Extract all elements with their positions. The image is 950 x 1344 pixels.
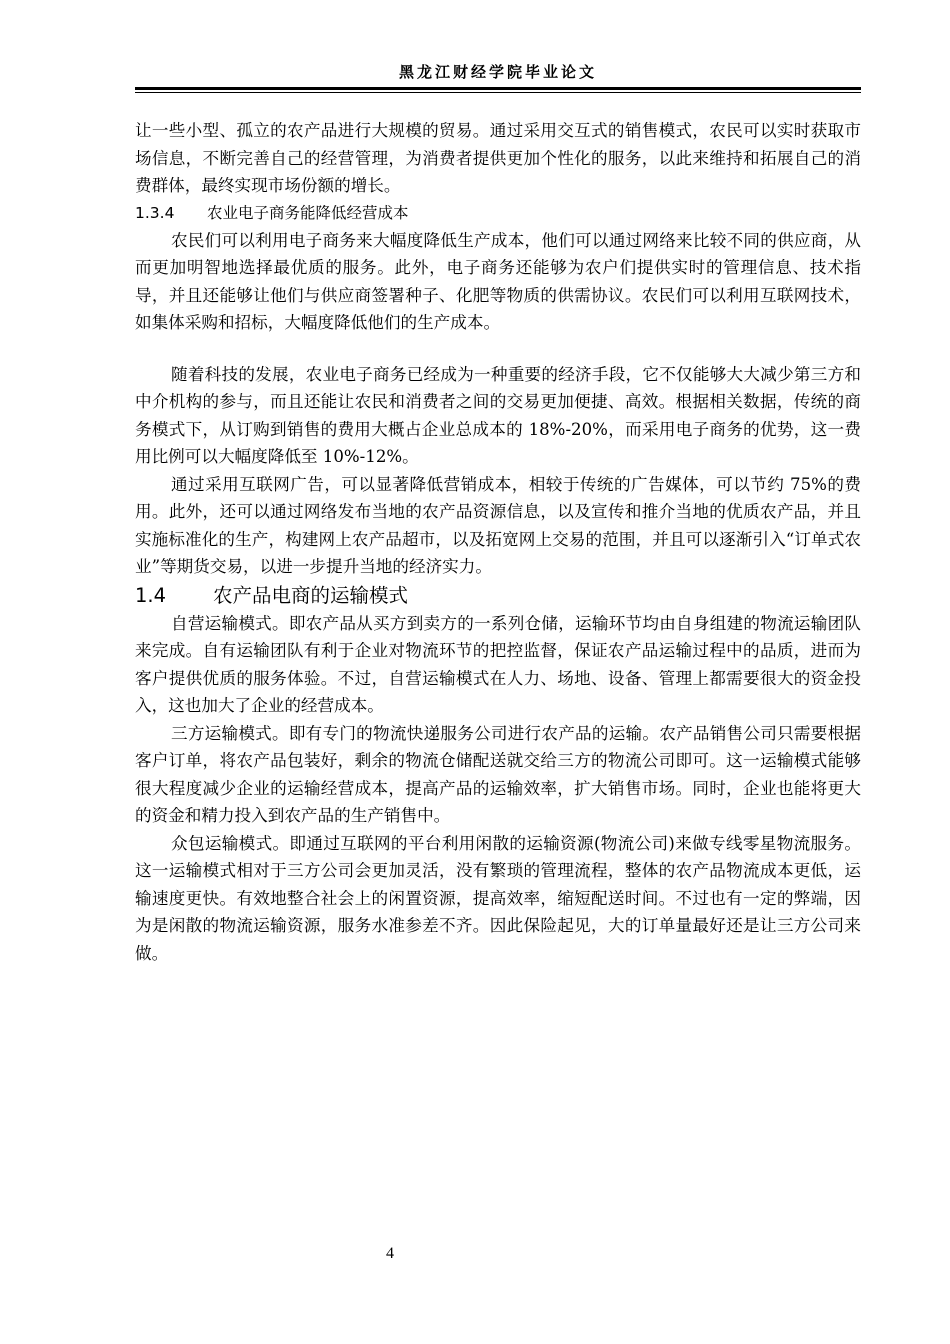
paragraph-intro: 让一些小型、孤立的农产品进行大规模的贸易。通过采用交互式的销售模式，农民可以实时获取市场信息，不断完善自己的经营管理，为消费者提供更加个性化的服务，以此来维持和拓展自己的消费群体，最终实现市场份额的增长。 xyxy=(135,121,861,195)
paragraph-gap xyxy=(135,337,861,361)
paragraph-transport-crowdsource: 众包运输模式。即通过互联网的平台利用闲散的运输资源(物流公司)来做专线零星物流服务。这一运输模式相对于三方公司会更加灵活，没有繁琐的管理流程，整体的农产品物流成本更低，运输速度更快。有效地整合社会上的闲置资源，提高效率，缩短配送时间。不过也有一定的弊端，因为是闲散的物流运输资源，服务水准参差不齐。因此保险起见，大的订单量最好还是让三方公司来做。 xyxy=(135,833,861,963)
page-number: 4 xyxy=(386,1245,394,1262)
section-number: 1.4 xyxy=(135,583,167,607)
section-heading-1-4 xyxy=(135,582,861,610)
paragraph-transport-third-party: 三方运输模式。即有专门的物流快递服务公司进行农产品的运输。农产品销售公司只需要根据客户订单，将农产品包装好，剩余的物流仓储配送就交给三方的物流公司即可。这一运输模式能够很大程度减少企业的运输经营成本，提高产品的运输效率，扩大销售市场。同时，企业也能将更大的资金和精力投入到农产品的生产销售中。 xyxy=(135,723,861,825)
header-rule-thick xyxy=(135,87,861,90)
section-heading-1-3-4 xyxy=(135,200,861,227)
section-title: 农业电子商务能降低经营成本 xyxy=(207,203,409,222)
body-content xyxy=(135,117,861,967)
header-rule-thin xyxy=(135,92,861,93)
section-title: 农产品电商的运输模式 xyxy=(213,583,409,607)
paragraph-transport-self: 自营运输模式。即农产品从买方到卖方的一系列仓储，运输环节均由自身组建的物流运输团队来完成。自有运输团队有利于企业对物流环节的把控监督，保证农产品运输过程中的品质，进而为客户提供优质的服务体验。不过，自营运输模式在人力、场地、设备、管理上都需要很大的资金投入，这也加大了企业的经营成本。 xyxy=(135,613,861,715)
running-header: 黑龙江财经学院毕业论文 xyxy=(398,63,597,81)
paragraph-cost-3: 通过采用互联网广告，可以显著降低营销成本，相较于传统的广告媒体，可以节约 75%的费用。此外，还可以通过网络发布当地的农产品资源信息，以及宣传和推介当地的优质农产品，并且实施标准化的生产，构建网上农产品超市，以及拓宽网上交易的范围，并且可以逐渐引入“订单式农业”等期货交易，以进一步提升当地的经济实力。 xyxy=(135,474,861,576)
section-number: 1.3.4 xyxy=(135,203,175,222)
paragraph-cost-2: 随着科技的发展，农业电子商务已经成为一种重要的经济手段，它不仅能够大大减少第三方和中介机构的参与，而且还能让农民和消费者之间的交易更加便捷、高效。根据相关数据，传统的商务模式下，从订购到销售的费用大概占企业总成本的 18%-20%，而采用电子商务的优势，这一费用比例可以大幅度降低至 10%-12%。 xyxy=(135,364,861,466)
paragraph-cost-1: 农民们可以利用电子商务来大幅度降低生产成本，他们可以通过网络来比较不同的供应商，从而更加明智地选择最优质的服务。此外，电子商务还能够为农户们提供实时的管理信息、技术指导，并且还能够让他们与供应商签署种子、化肥等物质的供需协议。农民们可以利用互联网技术，如集体采购和招标，大幅度降低他们的生产成本。 xyxy=(135,230,861,332)
